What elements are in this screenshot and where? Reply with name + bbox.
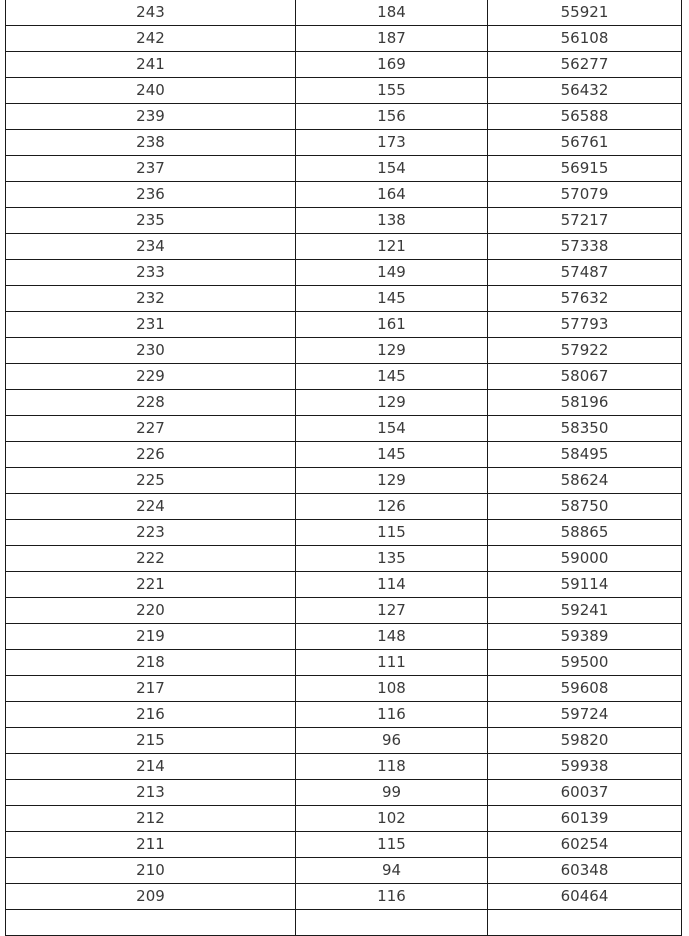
table-row xyxy=(6,78,682,104)
cumulative-cell: 60464 xyxy=(488,884,682,910)
table-row xyxy=(6,260,682,286)
table-row xyxy=(6,312,682,338)
score-cell: 241 xyxy=(6,52,296,78)
count-cell: 94 xyxy=(296,858,488,884)
score-cell: 233 xyxy=(6,260,296,286)
count-cell xyxy=(296,910,488,936)
score-cell xyxy=(6,910,296,936)
count-cell: 135 xyxy=(296,546,488,572)
cumulative-cell: 60139 xyxy=(488,806,682,832)
count-cell: 118 xyxy=(296,754,488,780)
table-row xyxy=(6,728,682,754)
score-cell: 236 xyxy=(6,182,296,208)
cumulative-cell: 56108 xyxy=(488,26,682,52)
score-cell: 210 xyxy=(6,858,296,884)
table-row xyxy=(6,910,682,936)
count-cell: 148 xyxy=(296,624,488,650)
table-row xyxy=(6,0,682,26)
cumulative-cell: 57793 xyxy=(488,312,682,338)
count-cell: 129 xyxy=(296,468,488,494)
cumulative-cell: 56277 xyxy=(488,52,682,78)
cumulative-cell: 59000 xyxy=(488,546,682,572)
score-cell: 215 xyxy=(6,728,296,754)
count-cell: 169 xyxy=(296,52,488,78)
count-cell: 149 xyxy=(296,260,488,286)
table-row xyxy=(6,234,682,260)
table-row xyxy=(6,208,682,234)
cumulative-cell: 60254 xyxy=(488,832,682,858)
score-cell: 229 xyxy=(6,364,296,390)
score-cell: 232 xyxy=(6,286,296,312)
table-row xyxy=(6,650,682,676)
count-cell: 115 xyxy=(296,832,488,858)
count-cell: 121 xyxy=(296,234,488,260)
cumulative-cell: 60037 xyxy=(488,780,682,806)
cumulative-cell: 58865 xyxy=(488,520,682,546)
score-cell: 221 xyxy=(6,572,296,598)
count-cell: 116 xyxy=(296,884,488,910)
cumulative-cell: 59389 xyxy=(488,624,682,650)
score-cell: 228 xyxy=(6,390,296,416)
table-row xyxy=(6,468,682,494)
count-cell: 155 xyxy=(296,78,488,104)
score-cell: 209 xyxy=(6,884,296,910)
count-cell: 108 xyxy=(296,676,488,702)
cumulative-cell: 59608 xyxy=(488,676,682,702)
table-row xyxy=(6,442,682,468)
table-row xyxy=(6,780,682,806)
cumulative-cell: 59820 xyxy=(488,728,682,754)
table-row xyxy=(6,884,682,910)
table-row xyxy=(6,182,682,208)
cumulative-cell: 59724 xyxy=(488,702,682,728)
table-row xyxy=(6,416,682,442)
count-cell: 164 xyxy=(296,182,488,208)
cumulative-cell: 59500 xyxy=(488,650,682,676)
count-cell: 145 xyxy=(296,364,488,390)
table-row xyxy=(6,702,682,728)
cumulative-cell: 57079 xyxy=(488,182,682,208)
count-cell: 96 xyxy=(296,728,488,754)
score-cell: 237 xyxy=(6,156,296,182)
cumulative-cell: 56761 xyxy=(488,130,682,156)
score-cell: 227 xyxy=(6,416,296,442)
count-cell: 173 xyxy=(296,130,488,156)
score-cell: 218 xyxy=(6,650,296,676)
count-cell: 161 xyxy=(296,312,488,338)
score-cell: 230 xyxy=(6,338,296,364)
score-cell: 235 xyxy=(6,208,296,234)
cumulative-cell: 57217 xyxy=(488,208,682,234)
count-cell: 145 xyxy=(296,442,488,468)
count-cell: 114 xyxy=(296,572,488,598)
cumulative-cell: 58067 xyxy=(488,364,682,390)
score-cell: 217 xyxy=(6,676,296,702)
cumulative-cell: 59938 xyxy=(488,754,682,780)
score-cell: 211 xyxy=(6,832,296,858)
score-cell: 220 xyxy=(6,598,296,624)
table-row xyxy=(6,130,682,156)
table-row xyxy=(6,286,682,312)
count-cell: 138 xyxy=(296,208,488,234)
cumulative-cell: 58196 xyxy=(488,390,682,416)
score-cell: 240 xyxy=(6,78,296,104)
cumulative-cell: 59241 xyxy=(488,598,682,624)
count-cell: 116 xyxy=(296,702,488,728)
table-row xyxy=(6,104,682,130)
table-row xyxy=(6,624,682,650)
score-cell: 226 xyxy=(6,442,296,468)
table-row xyxy=(6,26,682,52)
score-cell: 214 xyxy=(6,754,296,780)
table-body xyxy=(6,0,682,936)
cumulative-cell: 58750 xyxy=(488,494,682,520)
cumulative-cell: 58624 xyxy=(488,468,682,494)
count-cell: 154 xyxy=(296,156,488,182)
count-cell: 126 xyxy=(296,494,488,520)
table-row xyxy=(6,338,682,364)
count-cell: 187 xyxy=(296,26,488,52)
table-row xyxy=(6,520,682,546)
cumulative-cell: 58495 xyxy=(488,442,682,468)
cumulative-cell: 57922 xyxy=(488,338,682,364)
score-cell: 238 xyxy=(6,130,296,156)
count-cell: 99 xyxy=(296,780,488,806)
table-row xyxy=(6,754,682,780)
cumulative-cell: 56432 xyxy=(488,78,682,104)
table-row xyxy=(6,598,682,624)
table-row xyxy=(6,572,682,598)
count-cell: 127 xyxy=(296,598,488,624)
score-cell: 223 xyxy=(6,520,296,546)
table-row xyxy=(6,494,682,520)
score-cell: 242 xyxy=(6,26,296,52)
count-cell: 154 xyxy=(296,416,488,442)
cumulative-cell: 57632 xyxy=(488,286,682,312)
cumulative-cell: 57338 xyxy=(488,234,682,260)
score-cell: 216 xyxy=(6,702,296,728)
table-row xyxy=(6,832,682,858)
score-cell: 231 xyxy=(6,312,296,338)
score-distribution-table xyxy=(5,0,682,936)
cumulative-cell: 56915 xyxy=(488,156,682,182)
score-cell: 219 xyxy=(6,624,296,650)
score-cell: 212 xyxy=(6,806,296,832)
table-row xyxy=(6,676,682,702)
score-cell: 239 xyxy=(6,104,296,130)
table-row xyxy=(6,364,682,390)
cumulative-cell: 60348 xyxy=(488,858,682,884)
table-row xyxy=(6,156,682,182)
cumulative-cell: 56588 xyxy=(488,104,682,130)
score-cell: 225 xyxy=(6,468,296,494)
count-cell: 129 xyxy=(296,390,488,416)
count-cell: 184 xyxy=(296,0,488,26)
table-row xyxy=(6,390,682,416)
count-cell: 115 xyxy=(296,520,488,546)
cumulative-cell: 59114 xyxy=(488,572,682,598)
table-row xyxy=(6,858,682,884)
table-row xyxy=(6,546,682,572)
count-cell: 129 xyxy=(296,338,488,364)
table-row xyxy=(6,806,682,832)
score-cell: 213 xyxy=(6,780,296,806)
count-cell: 111 xyxy=(296,650,488,676)
count-cell: 156 xyxy=(296,104,488,130)
cumulative-cell xyxy=(488,910,682,936)
score-cell: 243 xyxy=(6,0,296,26)
table-row xyxy=(6,52,682,78)
score-cell: 224 xyxy=(6,494,296,520)
cumulative-cell: 55921 xyxy=(488,0,682,26)
count-cell: 145 xyxy=(296,286,488,312)
cumulative-cell: 58350 xyxy=(488,416,682,442)
count-cell: 102 xyxy=(296,806,488,832)
score-cell: 234 xyxy=(6,234,296,260)
cumulative-cell: 57487 xyxy=(488,260,682,286)
score-cell: 222 xyxy=(6,546,296,572)
